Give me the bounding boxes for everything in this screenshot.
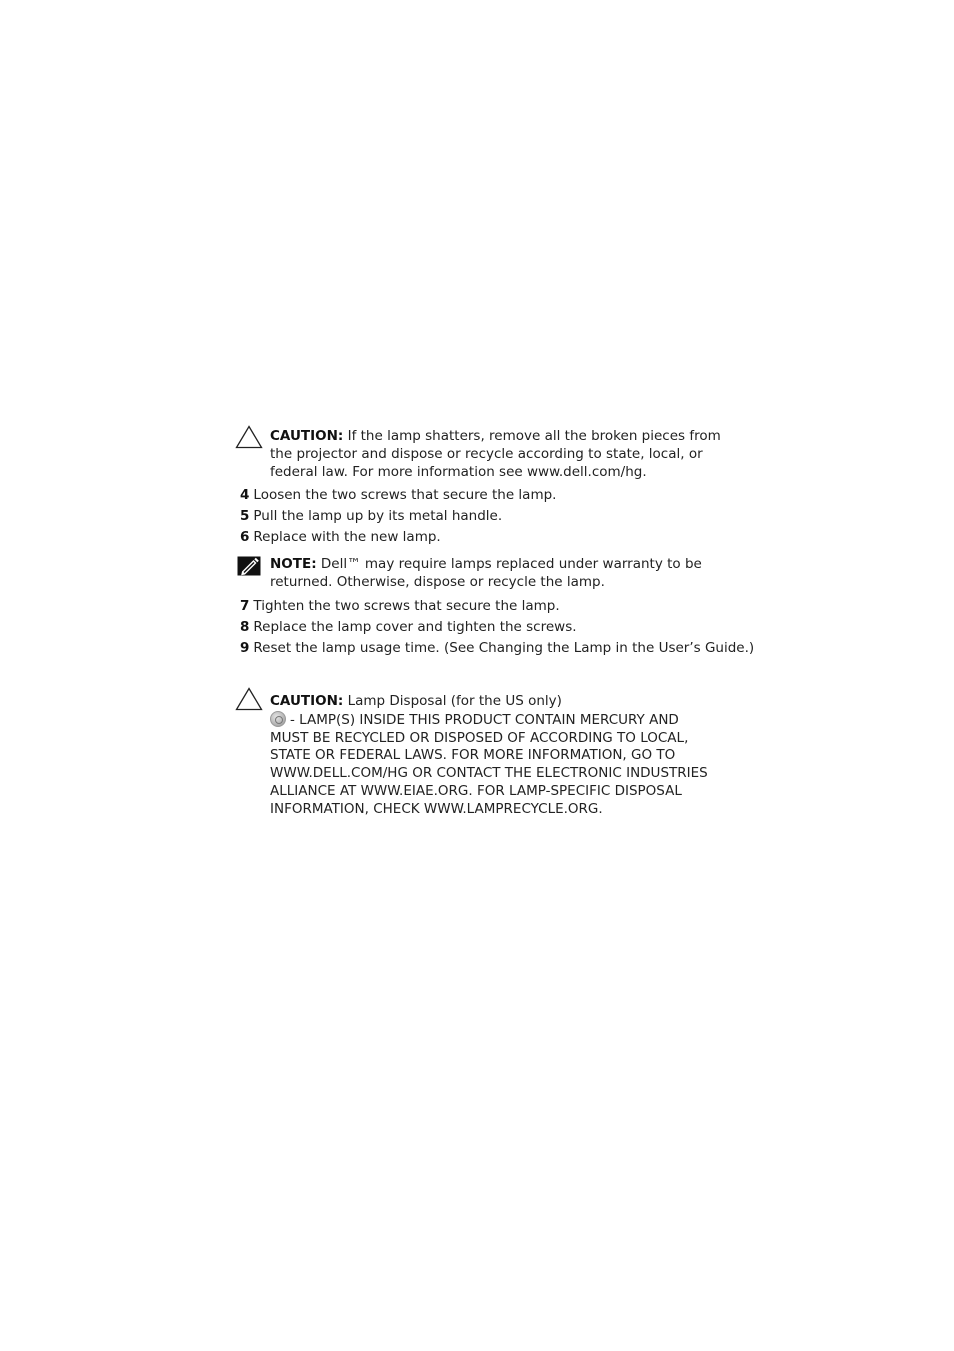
step-6	[240, 529, 441, 546]
step-text: Replace the lamp cover and tighten the screws.	[253, 619, 577, 635]
step-number: 5	[240, 508, 250, 524]
step-number: 8	[240, 619, 250, 635]
note-label: NOTE:	[270, 556, 317, 572]
step-4	[240, 487, 556, 504]
caution-triangle-icon	[235, 425, 263, 449]
step-number: 7	[240, 598, 250, 614]
step-7	[240, 598, 560, 615]
caution2-line-6: ALLIANCE AT WWW.EIAE.ORG. FOR LAMP-SPECIFIC DISPOSAL	[270, 782, 682, 799]
mercury-recycle-icon	[270, 711, 286, 727]
note-line-1: NOTE: Dell™ may require lamps replaced under warranty to be	[270, 556, 702, 572]
caution-triangle-icon	[235, 687, 263, 711]
step-text: Loosen the two screws that secure the lamp.	[253, 487, 557, 503]
step-9	[240, 640, 754, 657]
caution-label: CAUTION:	[270, 693, 344, 709]
caution-line-2: the projector and dispose or recycle according to state, local, or	[270, 445, 703, 462]
disposal-heading: Lamp Disposal (for the US only)	[347, 693, 562, 709]
caution-line-3: federal law. For more information see www.dell.com/hg.	[270, 463, 647, 480]
step-number: 6	[240, 529, 250, 545]
step-8	[240, 619, 577, 636]
step-number: 4	[240, 487, 250, 503]
step-text: Reset the lamp usage time. (See Changing the Lamp in the User’s Guide.)	[253, 640, 755, 656]
caution2-line-4: STATE OR FEDERAL LAWS. FOR MORE INFORMATION, GO TO	[270, 747, 676, 764]
step-text: Pull the lamp up by its metal handle.	[253, 508, 503, 524]
caution2-line-2: - LAMP(S) INSIDE THIS PRODUCT CONTAIN MERCURY AND	[270, 711, 730, 730]
note-warranty	[270, 556, 730, 592]
step-text: Tighten the two screws that secure the lamp.	[253, 598, 560, 614]
caution2-line-1	[270, 693, 730, 711]
step-5	[240, 508, 502, 525]
caution2-line-3: MUST BE RECYCLED OR DISPOSED OF ACCORDING TO LOCAL,	[270, 729, 689, 746]
note-pencil-icon	[237, 556, 261, 576]
caution-lamp-disposal	[270, 693, 730, 819]
step-text: Replace with the new lamp.	[253, 529, 441, 545]
caution-label: CAUTION:	[270, 428, 344, 444]
caution2-line-7: INFORMATION, CHECK WWW.LAMPRECYCLE.ORG.	[270, 800, 603, 817]
note-line-2: returned. Otherwise, dispose or recycle the lamp.	[270, 573, 605, 590]
caution2-line-5: WWW.DELL.COM/HG OR CONTACT THE ELECTRONIC INDUSTRIES	[270, 765, 708, 782]
caution-lamp-shatter	[270, 428, 730, 481]
step-number: 9	[240, 640, 250, 656]
caution-line-1: CAUTION: If the lamp shatters, remove all the broken pieces from	[270, 428, 721, 444]
